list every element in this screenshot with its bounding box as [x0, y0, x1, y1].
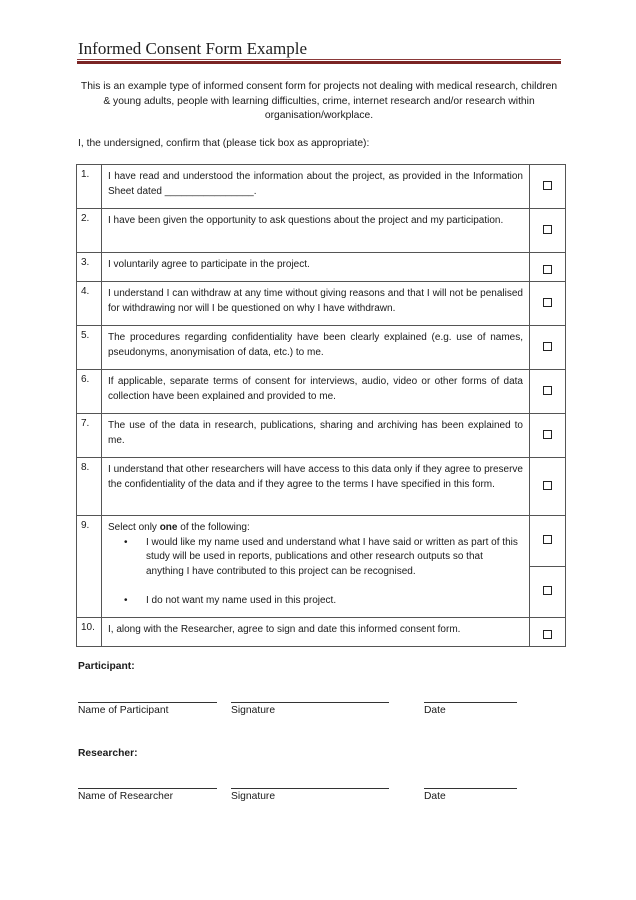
item-number: 5. [77, 326, 102, 370]
researcher-heading: Researcher: [78, 748, 138, 759]
item-number: 9. [77, 516, 102, 618]
item-number: 3. [77, 253, 102, 282]
checkbox[interactable] [543, 181, 552, 190]
consent-row [77, 326, 566, 370]
title-rule-thick [77, 61, 561, 64]
participant-date-label: Date [424, 705, 446, 716]
checkbox-cell[interactable] [530, 326, 566, 370]
researcher-date-line[interactable] [424, 788, 517, 789]
consent-row [77, 458, 566, 516]
item-number: 6. [77, 370, 102, 414]
checkbox-cell[interactable] [530, 370, 566, 414]
item-number: 8. [77, 458, 102, 516]
participant-heading: Participant: [78, 661, 135, 672]
checkbox[interactable] [543, 586, 552, 595]
checkbox[interactable] [543, 298, 552, 307]
item-number: 1. [77, 165, 102, 209]
participant-name-line[interactable] [78, 702, 217, 703]
item-text: I, along with the Researcher, agree to sign and date this informed consent form. [102, 618, 530, 647]
researcher-signature-label: Signature [231, 791, 276, 802]
participant-name-label: Name of Participant [78, 705, 169, 716]
name-option-use [124, 536, 523, 580]
checkbox-cell[interactable] [530, 567, 566, 618]
bullet: • [124, 595, 128, 606]
option-text: I do not want my name used in this project. [146, 595, 337, 606]
checkbox-cell[interactable] [530, 209, 566, 253]
checkbox[interactable] [543, 225, 552, 234]
item-text: If applicable, separate terms of consent for interviews, audio, video or other forms of data collection have been explained and provided to me. [102, 370, 530, 414]
checkbox[interactable] [543, 430, 552, 439]
consent-row [77, 370, 566, 414]
checkbox[interactable] [543, 535, 552, 544]
checkbox-cell[interactable] [530, 516, 566, 567]
participant-signature-line[interactable] [231, 702, 389, 703]
checkbox[interactable] [543, 342, 552, 351]
researcher-name-label: Name of Researcher [78, 791, 173, 802]
item-text: The procedures regarding confidentiality have been clearly explained (e.g. use of names, pseudonyms, anonymisation of data, etc.) to me. [102, 326, 530, 370]
checkbox-cell[interactable] [530, 165, 566, 209]
item-text: I have read and understood the information about the project, as provided in the Information Sheet dated ________________. [102, 165, 530, 209]
consent-row [77, 209, 566, 253]
item-text: The use of the data in research, publications, sharing and archiving has been explained to me. [102, 414, 530, 458]
item-text: I voluntarily agree to participate in the project. [102, 253, 530, 282]
item9-instruction: Select only one of the following: [108, 522, 250, 533]
consent-row [77, 618, 566, 647]
item-text [102, 516, 530, 618]
bullet: • [124, 536, 128, 548]
researcher-date-label: Date [424, 791, 446, 802]
checkbox-cell[interactable] [530, 458, 566, 516]
checkbox-cell[interactable] [530, 414, 566, 458]
researcher-name-line[interactable] [78, 788, 217, 789]
item-text: I understand that other researchers will have access to this data only if they agree to preserve the confidentiality of the data and if they agree to the terms I have specified in this form. [102, 458, 530, 516]
consent-row [77, 253, 566, 282]
consent-table [76, 164, 566, 647]
item-number: 4. [77, 282, 102, 326]
item-text: I have been given the opportunity to ask questions about the project and my participation. [102, 209, 530, 253]
document-title: Informed Consent Form Example [78, 39, 307, 58]
checkbox[interactable] [543, 630, 552, 639]
researcher-signature-line[interactable] [231, 788, 389, 789]
confirm-instruction: I, the undersigned, confirm that (please tick box as appropriate): [78, 138, 370, 149]
checkbox-cell[interactable] [530, 253, 566, 282]
intro-paragraph: This is an example type of informed consent form for projects not dealing with medical research, children & young adults, people with learning difficulties, crime, internet research and/or research within organisation/workplace. [80, 81, 558, 121]
title-rule-thin [77, 59, 561, 60]
participant-signature-label: Signature [231, 705, 276, 716]
participant-date-line[interactable] [424, 702, 517, 703]
item-number: 2. [77, 209, 102, 253]
consent-row [77, 282, 566, 326]
item-number: 10. [77, 618, 102, 647]
consent-row [77, 165, 566, 209]
item-number: 7. [77, 414, 102, 458]
checkbox[interactable] [543, 481, 552, 490]
option-text: I would like my name used and understand what I have said or written as part of this study will be used in reports, publications and other research outputs so that anything I have contributed to this project can be recognised. [146, 536, 518, 577]
checkbox[interactable] [543, 386, 552, 395]
consent-row-name-choice [77, 516, 566, 567]
checkbox[interactable] [543, 265, 552, 274]
consent-row [77, 414, 566, 458]
name-option-anonymous [124, 594, 523, 609]
checkbox-cell[interactable] [530, 618, 566, 647]
item-text: I understand I can withdraw at any time without giving reasons and that I will not be penalised for withdrawing nor will I be questioned on why I have withdrawn. [102, 282, 530, 326]
checkbox-cell[interactable] [530, 282, 566, 326]
